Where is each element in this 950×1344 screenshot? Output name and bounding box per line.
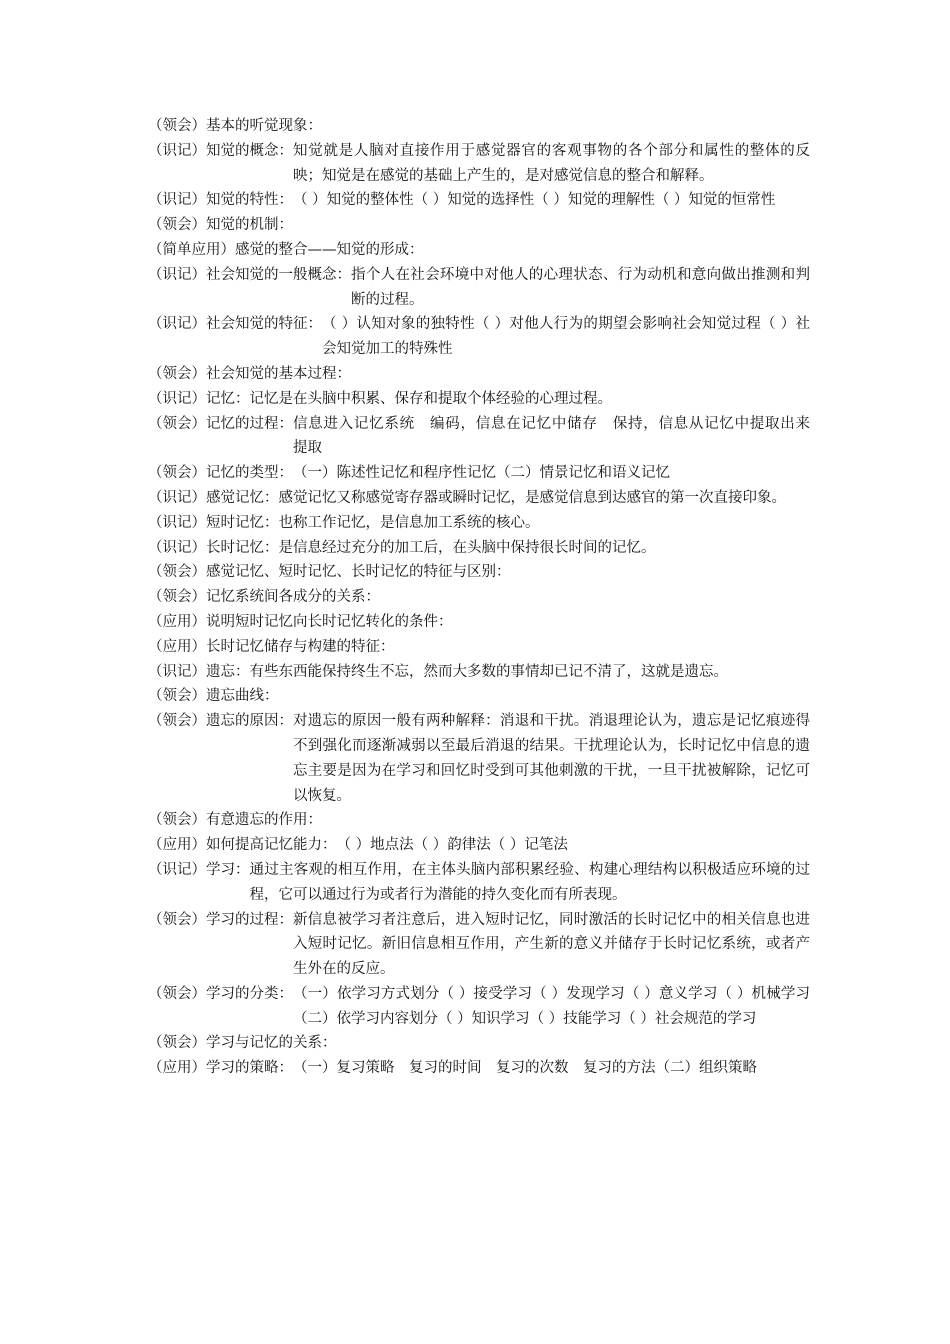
entry-heading: （应用）如何提高记忆能力：	[148, 837, 337, 854]
entry-definition: （ ）知觉的整体性（ ）知觉的选择性（ ）知觉的理解性（ ）知觉的恒常性	[293, 192, 776, 209]
entry-definition: 通过主客观的相互作用，在主体头脑内部积累经验、构建心理结构以积极适应环境的过程，它可以通过行为或者行为潜能的持久变化而有所表现。	[249, 861, 810, 903]
entry-heading: （识记）短时记忆：	[148, 514, 279, 531]
outline-entry	[148, 585, 810, 610]
outline-entry	[148, 486, 810, 511]
outline-entry	[148, 1031, 810, 1056]
entry-heading: （领会）知觉的机制：	[148, 217, 293, 234]
entry-heading: （识记）记忆：	[148, 390, 250, 407]
outline-entry	[148, 1056, 810, 1081]
entry-heading: （领会）记忆的类型：	[148, 465, 293, 482]
entry-heading: （领会）遗忘曲线：	[148, 688, 279, 705]
entry-heading: （应用）长时记忆储存与构建的特征：	[148, 638, 395, 655]
entry-heading: （识记）知觉的特性：	[148, 192, 293, 209]
entry-definition: （ ）地点法（ ）韵律法（ ）记笔法	[336, 837, 568, 854]
entry-heading: （领会）基本的听觉现象：	[148, 118, 322, 134]
entry-definition: 新信息被学习者注意后，进入短时记忆，同时激活的长时记忆中的相关信息也进入短时记忆。新旧信息相互作用，产生新的意义并储存于长时记忆系统，或者产生外在的反应。	[293, 911, 810, 978]
outline-entry	[148, 684, 810, 709]
outline-entry	[148, 660, 810, 685]
entry-heading: （领会）学习与记忆的关系：	[148, 1035, 337, 1052]
entry-heading: （识记）知觉的概念：	[148, 142, 293, 159]
entry-definition: （一）依学习方式划分（ ）接受学习（ ）发现学习（ ）意义学习（ ）机械学习（二）依学习内容划分（ ）知识学习（ ）技能学习（ ）社会规范的学习	[293, 985, 810, 1027]
outline-entry	[148, 560, 810, 585]
entry-definition: 指个人在社会环境中对他人的心理状态、行为动机和意向做出推测和判断的过程。	[351, 266, 810, 308]
outline-entry	[148, 536, 810, 561]
outline-entry	[148, 635, 810, 660]
entry-definition: （一）陈述性记忆和程序性记忆（二）情景记忆和语义记忆	[293, 465, 670, 482]
outline-entry	[148, 238, 810, 263]
entry-heading: （简单应用）感觉的整合——知觉的形成：	[148, 241, 424, 258]
document-body	[148, 114, 825, 1081]
outline-entry	[148, 610, 810, 635]
outline-entry	[148, 213, 810, 238]
entry-heading: （识记）社会知觉的一般概念：	[148, 266, 351, 283]
outline-entry	[148, 362, 810, 387]
outline-entry	[148, 709, 810, 808]
outline-entry	[148, 858, 810, 908]
outline-entry	[148, 312, 810, 362]
entry-heading: （领会）感觉记忆、短时记忆、长时记忆的特征与区别：	[148, 564, 511, 581]
outline-entry	[148, 808, 810, 833]
entry-definition: 记忆是在头脑中积累、保存和提取个体经验的心理过程。	[249, 390, 612, 407]
outline-entry	[148, 139, 810, 189]
entry-heading: （领会）遗忘的原因：	[148, 713, 293, 730]
entry-heading: （领会）记忆的过程：	[148, 415, 293, 432]
entry-heading: （领会）有意遗忘的作用：	[148, 812, 322, 829]
entry-heading: （应用）说明短时记忆向长时记忆转化的条件：	[148, 613, 453, 630]
entry-heading: （领会）社会知觉的基本过程：	[148, 365, 351, 382]
entry-definition: 知觉就是人脑对直接作用于感觉器官的客观事物的各个部分和属性的整体的反映；知觉是在感觉的基础上产生的，是对感觉信息的整合和解释。	[293, 142, 810, 184]
entry-definition: 是信息经过充分的加工后，在头脑中保持很长时间的记忆。	[278, 539, 656, 556]
entry-heading: （识记）遗忘：	[148, 663, 250, 680]
entry-heading: （识记）感觉记忆：	[148, 489, 279, 506]
entry-heading: （领会）学习的分类：	[148, 985, 293, 1002]
entry-definition: （ ）认知对象的独特性（ ）对他人行为的期望会影响社会知觉过程（ ）社会知觉加工的特殊性	[322, 316, 810, 358]
outline-entry	[148, 461, 810, 486]
entry-heading: （领会）学习的过程：	[148, 911, 293, 928]
outline-entry	[148, 982, 810, 1032]
entry-definition: 有些东西能保持终生不忘，然而大多数的事情却已记不清了，这就是遗忘。	[249, 663, 728, 680]
entry-heading: （应用）学习的策略：	[148, 1060, 293, 1077]
outline-entry	[148, 114, 810, 139]
entry-definition: 也称工作记忆，是信息加工系统的核心。	[278, 514, 540, 531]
entry-heading: （识记）社会知觉的特征：	[148, 316, 322, 333]
entry-definition: 感觉记忆又称感觉寄存器或瞬时记忆，是感觉信息到达感官的第一次直接印象。	[278, 489, 786, 506]
entry-definition: （一）复习策略 复习的时间 复习的次数 复习的方法（二）组织策略	[293, 1060, 757, 1077]
outline-entry	[148, 387, 810, 412]
outline-entry	[148, 908, 810, 982]
outline-entry	[148, 263, 810, 313]
entry-heading: （领会）记忆系统间各成分的关系：	[148, 589, 380, 606]
outline-entry	[148, 412, 825, 462]
outline-entry	[148, 833, 810, 858]
outline-entry	[148, 511, 810, 536]
entry-definition: 信息进入记忆系统 编码，信息在记忆中储存 保持，信息从记忆中提取出来 提取	[293, 415, 825, 457]
entry-heading: （识记）长时记忆：	[148, 539, 279, 556]
entry-heading: （识记）学习：	[148, 861, 250, 878]
entry-definition: 对遗忘的原因一般有两种解释：消退和干扰。消退理论认为，遗忘是记忆痕迹得不到强化而逐渐减弱以至最后消退的结果。干扰理论认为，长时记忆中信息的遗忘主要是因为在学习和回忆时受到可其他刺激的干扰，一旦干扰被解除，记忆可以恢复。	[293, 713, 810, 804]
outline-entry	[148, 188, 810, 213]
